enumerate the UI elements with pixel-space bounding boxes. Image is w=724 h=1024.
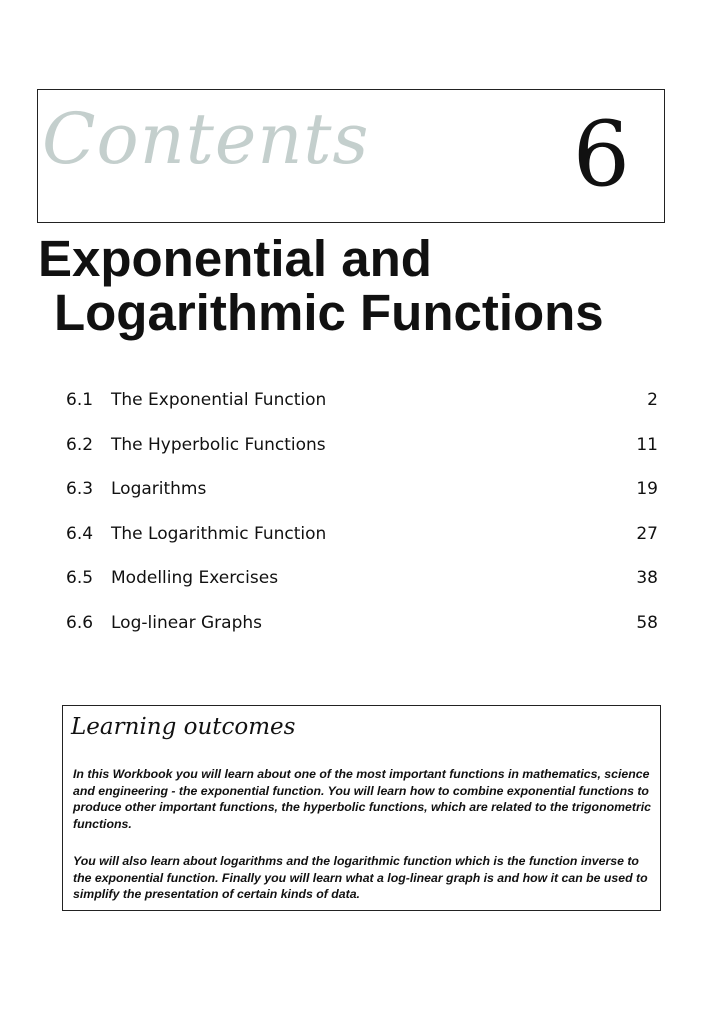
toc-item-page: 27 [636, 523, 658, 544]
toc-item-page: 58 [636, 612, 658, 633]
toc-item-page: 19 [636, 479, 658, 499]
toc-item-number: 6.1 [66, 390, 94, 410]
chapter-number: 6 [572, 102, 630, 207]
toc-item-number: 6.2 [66, 434, 94, 455]
table-of-contents [66, 384, 658, 651]
toc-item-title: The Logarithmic Function [111, 523, 327, 544]
learning-outcomes-paragraph-2: You will also learn about logarithms and the logarithmic function which is the function inverse to the exponential function. Finally you will learn what a log-linear graph is and how it can be used to simplify the presentation of certain kinds of data. [73, 854, 648, 901]
learning-outcomes-box [62, 705, 661, 911]
page-title-line-1: Exponential and [38, 230, 432, 287]
toc-item-number: 6.6 [66, 612, 94, 633]
toc-item-title: Log-linear Graphs [111, 612, 262, 633]
toc-item-title: Logarithms [111, 479, 207, 499]
toc-item-6-6[interactable] [66, 607, 658, 652]
toc-item-number: 6.3 [66, 479, 94, 499]
toc-item-page: 38 [636, 568, 658, 588]
page-title [38, 232, 604, 340]
toc-item-6-4[interactable] [66, 518, 658, 563]
toc-item-6-3[interactable] [66, 473, 658, 518]
toc-item-title: Modelling Exercises [111, 568, 279, 588]
toc-item-number: 6.5 [66, 568, 94, 588]
toc-item-title: The Exponential Function [111, 390, 327, 410]
toc-item-number: 6.4 [66, 523, 94, 544]
contents-label: Contents [42, 98, 370, 180]
page-title-line-2: Logarithmic Functions [54, 284, 604, 341]
chapter-header-box [37, 89, 665, 223]
toc-item-title: The Hyperbolic Functions [111, 434, 326, 455]
toc-item-page: 2 [647, 390, 658, 410]
toc-item-page: 11 [636, 434, 658, 455]
learning-outcomes-heading: Learning outcomes [71, 714, 296, 740]
learning-outcomes-paragraph-1: In this Workbook you will learn about one of the most important functions in mathematics, science and engineering - the exponential function. You will learn how to combine exponential functions to produce other important functions, the hyperbolic functions, which are related to the trigonometric functions. [73, 767, 652, 831]
toc-item-6-2[interactable] [66, 429, 658, 474]
toc-item-6-5[interactable] [66, 562, 658, 607]
toc-item-6-1[interactable] [66, 384, 658, 429]
